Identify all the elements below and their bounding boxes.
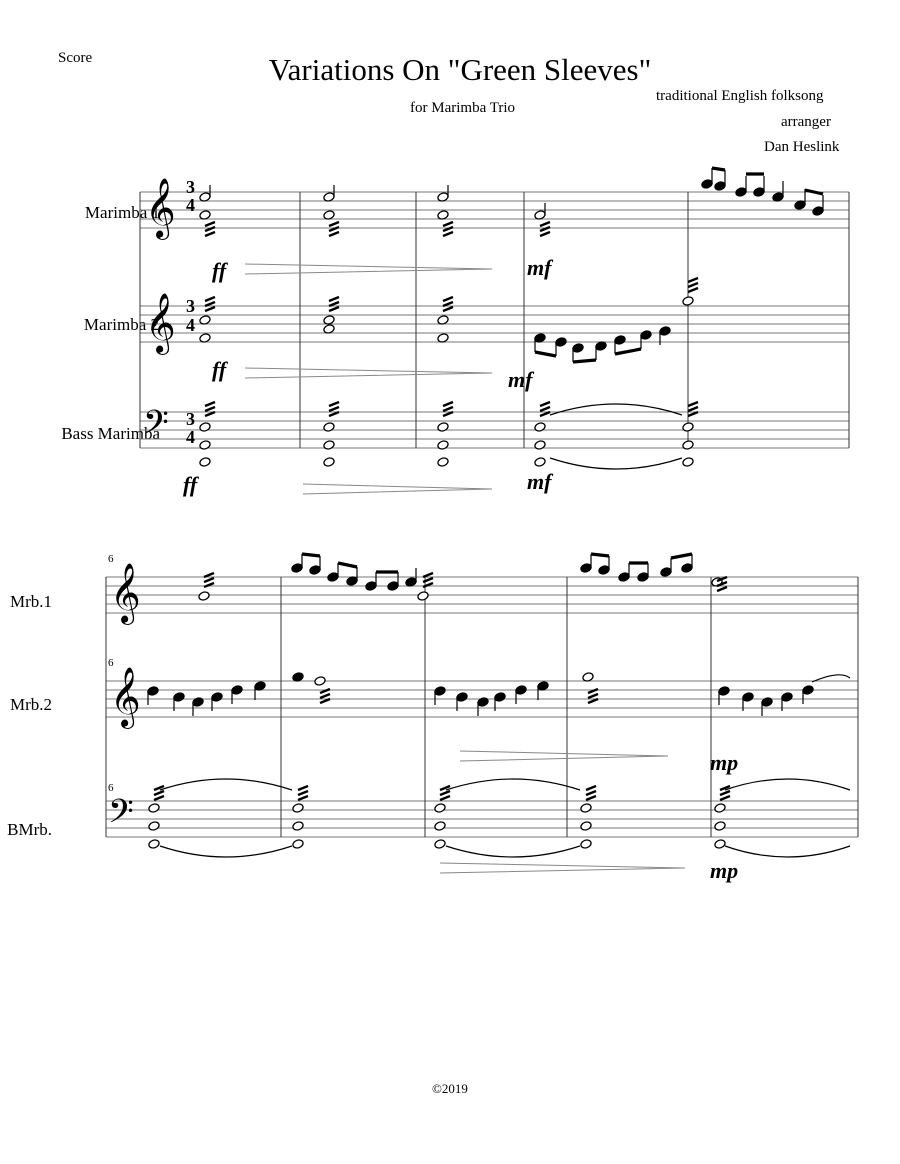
note-head bbox=[198, 591, 210, 602]
tremolo-slash bbox=[586, 796, 596, 800]
tremolo-slash bbox=[688, 288, 698, 292]
decrescendo-hairpin bbox=[460, 751, 668, 761]
note-head bbox=[682, 422, 694, 433]
note-head bbox=[323, 422, 335, 433]
dynamic-mf-mar1: mf bbox=[527, 255, 552, 280]
tremolo-slash bbox=[205, 232, 215, 236]
dynamic-ff-mar2: ff bbox=[212, 357, 227, 382]
note-head bbox=[761, 697, 773, 708]
note-head bbox=[681, 563, 693, 574]
note-head bbox=[148, 803, 160, 814]
tie bbox=[550, 458, 682, 469]
time-sig-top-mar1: 3 bbox=[186, 177, 195, 197]
tremolo-slash bbox=[443, 222, 453, 226]
tie bbox=[725, 779, 850, 790]
note-head bbox=[659, 326, 671, 337]
instrument-abbrev-mrb2: Mrb.2 bbox=[9, 695, 52, 714]
tie bbox=[550, 404, 682, 415]
tremolo-slash bbox=[329, 297, 339, 301]
tie bbox=[160, 779, 292, 790]
treble-clef-icon: 𝄞 bbox=[110, 667, 141, 727]
time-sig-bottom-mar2: 4 bbox=[186, 315, 195, 335]
note-head bbox=[148, 821, 160, 832]
note-head bbox=[292, 839, 304, 850]
tremolo-slash bbox=[540, 402, 550, 406]
tremolo-slash bbox=[298, 796, 308, 800]
dynamic-ff-mar1: ff bbox=[212, 258, 227, 283]
note-head bbox=[199, 457, 211, 468]
barlines bbox=[106, 192, 858, 837]
tremolo-slash bbox=[586, 786, 596, 790]
note-head bbox=[292, 821, 304, 832]
decrescendo-hairpin bbox=[245, 368, 492, 378]
tremolo-slash bbox=[443, 402, 453, 406]
note-head bbox=[718, 686, 730, 697]
tremolo-slash bbox=[205, 302, 215, 306]
tremolo-slash bbox=[443, 307, 453, 311]
tremolo-slash bbox=[720, 791, 730, 795]
decrescendo-hairpin bbox=[440, 863, 685, 873]
tremolo-slash bbox=[329, 302, 339, 306]
note-head bbox=[534, 422, 546, 433]
note-head bbox=[534, 457, 546, 468]
note-head bbox=[323, 457, 335, 468]
beam bbox=[615, 349, 641, 354]
note-head bbox=[147, 686, 159, 697]
note-head bbox=[291, 563, 303, 574]
tremolo-slash bbox=[204, 578, 214, 582]
note-head bbox=[199, 422, 211, 433]
note-head bbox=[781, 692, 793, 703]
copyright-footer: ©2019 bbox=[432, 1081, 468, 1096]
dynamic-ff-bass: ff bbox=[183, 472, 198, 497]
note-head bbox=[434, 839, 446, 850]
tremolo-slash bbox=[717, 587, 727, 591]
tremolo-slash bbox=[329, 407, 339, 411]
note-head bbox=[211, 692, 223, 703]
tie bbox=[446, 846, 580, 857]
tremolo-slash bbox=[720, 796, 730, 800]
note-head bbox=[637, 572, 649, 583]
beam bbox=[338, 563, 357, 567]
time-sig-top-bass: 3 bbox=[186, 409, 195, 429]
tremolo-slash bbox=[205, 402, 215, 406]
note-head bbox=[614, 335, 626, 346]
instrument-abbrev-mrb1: Mrb.1 bbox=[9, 592, 52, 611]
time-signatures bbox=[186, 177, 195, 447]
piece-subtitle: for Marimba Trio bbox=[410, 100, 515, 116]
note-head bbox=[192, 697, 204, 708]
piece-title: Variations On "Green Sleeves" bbox=[268, 52, 652, 87]
note-head bbox=[580, 563, 592, 574]
tremolo-slash bbox=[298, 786, 308, 790]
instrument-name-marimba-2: Marimba 2 bbox=[83, 315, 159, 334]
dynamic-mf-bass: mf bbox=[527, 469, 552, 494]
note-head bbox=[714, 839, 726, 850]
tremolo-slash bbox=[688, 412, 698, 416]
note-head bbox=[323, 440, 335, 451]
treble-clef-icon: 𝄞 bbox=[145, 178, 176, 238]
tremolo-slash bbox=[688, 283, 698, 287]
note-head bbox=[437, 457, 449, 468]
tremolo-slash bbox=[320, 694, 330, 698]
tremolo-slash bbox=[320, 699, 330, 703]
note-head bbox=[598, 565, 610, 576]
decrescendo-hairpin bbox=[245, 264, 492, 274]
beam bbox=[591, 554, 609, 556]
tremolo-slash bbox=[586, 791, 596, 795]
tremolo-slash bbox=[205, 412, 215, 416]
note-head bbox=[802, 685, 814, 696]
note-head bbox=[682, 440, 694, 451]
tremolo-slash bbox=[443, 297, 453, 301]
note-head bbox=[456, 692, 468, 703]
ties bbox=[160, 404, 850, 857]
bass-clef-icon: 𝄢 bbox=[143, 404, 169, 450]
beam bbox=[805, 190, 823, 194]
note-head bbox=[434, 803, 446, 814]
note-head bbox=[434, 821, 446, 832]
beam bbox=[302, 554, 320, 556]
tremolo-slash bbox=[298, 791, 308, 795]
tremolo-slash bbox=[329, 307, 339, 311]
tremolo-slash bbox=[688, 402, 698, 406]
tremolo-slash bbox=[443, 407, 453, 411]
beam bbox=[573, 360, 596, 362]
note-head bbox=[580, 821, 592, 832]
tremolo-slash bbox=[154, 796, 164, 800]
note-head bbox=[555, 337, 567, 348]
note-head bbox=[231, 685, 243, 696]
tremolo-slash bbox=[540, 222, 550, 226]
note-head bbox=[477, 697, 489, 708]
beam bbox=[712, 168, 725, 170]
note-head bbox=[701, 179, 713, 190]
tremolo-slash bbox=[329, 412, 339, 416]
tremolo-slash bbox=[154, 791, 164, 795]
note-head bbox=[292, 803, 304, 814]
tremolo-slash bbox=[540, 412, 550, 416]
note-head bbox=[572, 343, 584, 354]
tremolo-slash bbox=[688, 278, 698, 282]
note-head bbox=[714, 821, 726, 832]
note-head bbox=[173, 692, 185, 703]
note-head bbox=[309, 565, 321, 576]
tremolo-slash bbox=[588, 699, 598, 703]
time-sig-top-mar2: 3 bbox=[186, 296, 195, 316]
note-head bbox=[434, 686, 446, 697]
arranger-name: Dan Heslink bbox=[764, 139, 840, 155]
tremolo-slash bbox=[440, 796, 450, 800]
note-head bbox=[580, 803, 592, 814]
decrescendo-hairpin bbox=[303, 484, 492, 494]
note-head bbox=[682, 457, 694, 468]
tremolo-slash bbox=[688, 407, 698, 411]
note-head bbox=[314, 676, 326, 687]
tremolo-slash bbox=[443, 232, 453, 236]
tremolo-slash bbox=[329, 232, 339, 236]
note-head bbox=[735, 187, 747, 198]
time-sig-bottom-bass: 4 bbox=[186, 427, 195, 447]
note-head bbox=[742, 692, 754, 703]
note-head bbox=[812, 206, 824, 217]
notes bbox=[147, 168, 824, 849]
note-head bbox=[714, 181, 726, 192]
composer-credit: traditional English folksong bbox=[656, 88, 824, 104]
note-head bbox=[515, 685, 527, 696]
note-head bbox=[199, 440, 211, 451]
note-head bbox=[365, 581, 377, 592]
tremolo-slash bbox=[443, 302, 453, 306]
dynamic-mp-mrb2: mp bbox=[710, 750, 739, 775]
tremolo-slash bbox=[588, 694, 598, 698]
tremolo-slash bbox=[329, 222, 339, 226]
note-head bbox=[660, 567, 672, 578]
time-sig-bottom-mar1: 4 bbox=[186, 195, 195, 215]
score-label: Score bbox=[58, 50, 93, 66]
note-head bbox=[437, 422, 449, 433]
tremolo-slash bbox=[205, 297, 215, 301]
dynamic-mp-bmrb: mp bbox=[710, 858, 739, 883]
note-head bbox=[682, 296, 694, 307]
beam bbox=[535, 352, 556, 356]
measure-number-bmrb: 6 bbox=[108, 782, 114, 794]
tremolo-slash bbox=[443, 412, 453, 416]
tie bbox=[160, 846, 292, 857]
note-head bbox=[714, 803, 726, 814]
tremolo-slash bbox=[205, 222, 215, 226]
measure-number-mrb2: 6 bbox=[108, 657, 114, 669]
tremolo-slash bbox=[440, 791, 450, 795]
instrument-name-marimba-1: Marimba 1 bbox=[84, 203, 160, 222]
tremolo-slash bbox=[540, 232, 550, 236]
tremolo-slash bbox=[329, 402, 339, 406]
tremolo-slash bbox=[205, 407, 215, 411]
arranger-label: arranger bbox=[781, 114, 831, 130]
beam bbox=[671, 554, 692, 558]
note-head bbox=[494, 692, 506, 703]
bass-clef-icon: 𝄢 bbox=[108, 793, 134, 839]
staff-lines bbox=[106, 192, 858, 837]
note-head bbox=[640, 330, 652, 341]
tie bbox=[446, 779, 580, 790]
clefs bbox=[108, 178, 176, 839]
note-head bbox=[534, 440, 546, 451]
tremolo-slash bbox=[204, 573, 214, 577]
note-head bbox=[753, 187, 765, 198]
treble-clef-icon: 𝄞 bbox=[145, 293, 176, 353]
tremolo-slash bbox=[540, 407, 550, 411]
note-head bbox=[417, 591, 429, 602]
tremolo-slash bbox=[423, 573, 433, 577]
measure-number-mrb1: 6 bbox=[108, 553, 114, 565]
tremolo-slash bbox=[205, 307, 215, 311]
note-head bbox=[618, 572, 630, 583]
note-head bbox=[580, 839, 592, 850]
tie bbox=[725, 846, 850, 857]
note-head bbox=[148, 839, 160, 850]
dynamic-mf-mar2: mf bbox=[508, 367, 533, 392]
instrument-abbrev-bmrb: BMrb. bbox=[7, 820, 52, 839]
note-head bbox=[327, 572, 339, 583]
note-head bbox=[437, 440, 449, 451]
treble-clef-icon: 𝄞 bbox=[110, 563, 141, 623]
instrument-name-bass-marimba: Bass Marimba bbox=[61, 424, 160, 443]
note-head bbox=[387, 581, 399, 592]
